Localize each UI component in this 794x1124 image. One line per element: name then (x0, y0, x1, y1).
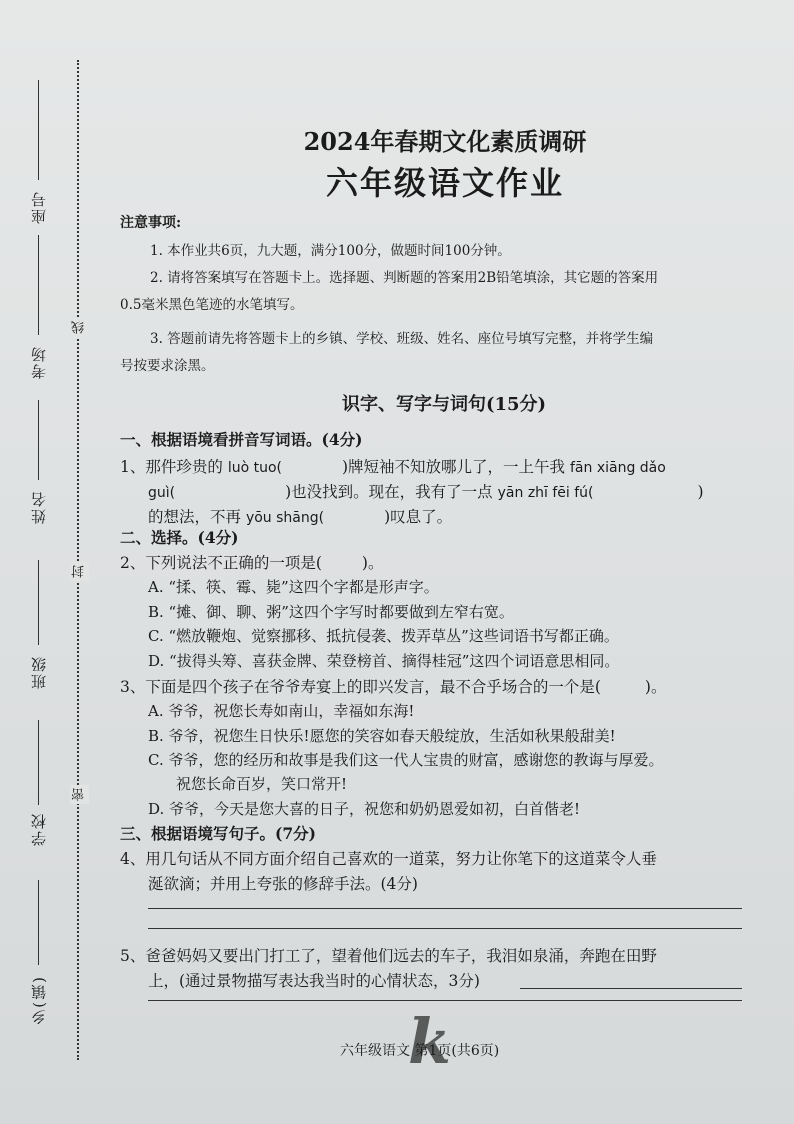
q4-line1: 4、用几句话从不同方面介绍自己喜欢的一道菜，努力让你笔下的这道菜令人垂 (120, 850, 657, 868)
q3-option-a: A. 爷爷，祝您长寿如南山，幸福如东海! (148, 702, 415, 720)
q3-option-b: B. 爷爷，祝您生日快乐!愿您的笑容如春天般绽放，生活如秋果般甜美! (148, 727, 616, 745)
q4-answer-line-2[interactable] (148, 928, 742, 929)
notice-item-3: 3. 答题前请先将答题卡上的乡镇、学校、班级、姓名、座位号填写完整，并将学生编 (150, 331, 654, 347)
q3-option-c: C. 爷爷，您的经历和故事是我们这一代人宝贵的财富，感谢您的教诲与厚爱。 (148, 751, 664, 769)
q4-line2: 涎欲滴；并用上夸张的修辞手法。(4分) (148, 875, 418, 893)
q1-text-f: )叹息了。 (384, 508, 453, 526)
notice-item-2-cont: 0.5毫米黑色笔迹的水笔填写。 (120, 297, 304, 313)
q1-pinyin-2b: guì( (148, 485, 176, 501)
q1-pinyin-1: luò tuo( (227, 460, 282, 476)
q1-line3 (148, 505, 452, 527)
seal-xian: 线 (70, 318, 89, 337)
cut-line (77, 60, 79, 1060)
q5-answer-line-1[interactable] (520, 988, 742, 989)
notice-item-3-cont: 号按要求涂黑。 (120, 358, 215, 374)
school-blank[interactable] (38, 720, 39, 805)
q4-answer-line-1[interactable] (148, 908, 742, 909)
exam-title: 2024年春期文化素质调研 (303, 127, 587, 156)
q3-option-c-cont: 祝您长命百岁，笑口常开! (176, 775, 348, 793)
notice-item-1: 1. 本作业共6页，九大题，满分100分，做题时间100分钟。 (150, 243, 511, 259)
class-blank[interactable] (38, 560, 39, 645)
q5-line1: 5、爸爸妈妈又要出门打工了，望着他们远去的车子，我泪如泉涌，奔跑在田野 (120, 947, 657, 965)
q2-stem-end: )。 (361, 554, 384, 572)
seal-mi: 密 (70, 785, 89, 804)
q2-option-b: B. “摊、御、聊、粥”这四个字写时都要做到左窄右宽。 (148, 603, 514, 621)
q1-line1 (120, 455, 666, 477)
room-label: 考场 (30, 345, 48, 379)
q1-pinyin-4: yōu shāng( (245, 510, 325, 526)
seal-feng: 封 (70, 562, 89, 581)
q1-pinyin-3: yān zhī fēi fú( (497, 485, 594, 501)
seat-label: 座号 (30, 190, 48, 224)
part2-heading: 二、选择。(4分) (120, 528, 239, 547)
town-blank[interactable] (38, 880, 39, 965)
q1-text-b: )牌短袖不知放哪儿了，一上午我 (341, 458, 566, 476)
room-blank[interactable] (38, 235, 39, 335)
part1-heading: 一、根据语境看拼音写词语。(4分) (120, 430, 363, 449)
class-label: 班级 (30, 655, 48, 689)
page-footer: 六年级语文 第1页(共6页) (340, 1043, 500, 1059)
part3-heading: 三、根据语境写句子。(7分) (120, 824, 316, 843)
q2-option-a: A. “揉、筷、霉、毙”这四个字都是形声字。 (148, 578, 439, 596)
q3-stem (120, 675, 666, 697)
q1-text-c: )也没找到。现在，我有了一点 (285, 483, 493, 501)
school-label: 学校 (30, 812, 48, 846)
seat-blank[interactable] (38, 80, 39, 180)
q3-option-d: D. 爷爷，今天是您大喜的日子，祝您和奶奶恩爱如初，白首偕老! (148, 800, 581, 818)
q1-line2 (148, 480, 704, 502)
q3-stem-end: )。 (644, 678, 667, 696)
q2-option-d: D. “拔得头筹、喜获金牌、荣登榜首、摘得桂冠”这四个词语意思相同。 (148, 652, 620, 670)
section-title: 识字、写字与词句(15分) (341, 394, 547, 415)
q1-text-a: 1、那件珍贵的 (120, 458, 223, 476)
q2-stem (120, 551, 383, 573)
town-label: 乡(镇) (30, 975, 48, 1025)
exam-subtitle: 六年级语文作业 (325, 164, 564, 202)
q3-stem-text: 3、下面是四个孩子在爷爷寿宴上的即兴发言，最不合乎场合的一个是( (120, 678, 601, 696)
q5-line2: 上，(通过景物描写表达我当时的心情状态，3分) (148, 972, 480, 990)
name-blank[interactable] (38, 400, 39, 480)
q1-text-d: ) (697, 483, 704, 501)
name-label: 姓名 (30, 490, 48, 524)
q1-pinyin-2: fān xiāng dǎo (569, 460, 666, 476)
q2-stem-text: 2、下列说法不正确的一项是( (120, 554, 322, 572)
notice-item-2: 2. 请将答案填写在答题卡上。选择题、判断题的答案用2B铅笔填涂，其它题的答案用 (150, 270, 659, 286)
q1-text-e: 的想法，不再 (148, 508, 242, 526)
k-logo-icon: k (408, 1005, 451, 1078)
q2-option-c: C. “燃放鞭炮、觉察挪移、抵抗侵袭、拨弄草丛”这些词语书写都正确。 (148, 627, 619, 645)
notice-heading: 注意事项: (120, 215, 182, 231)
q5-answer-line-2[interactable] (148, 1000, 742, 1001)
binding-margin (0, 0, 100, 1124)
